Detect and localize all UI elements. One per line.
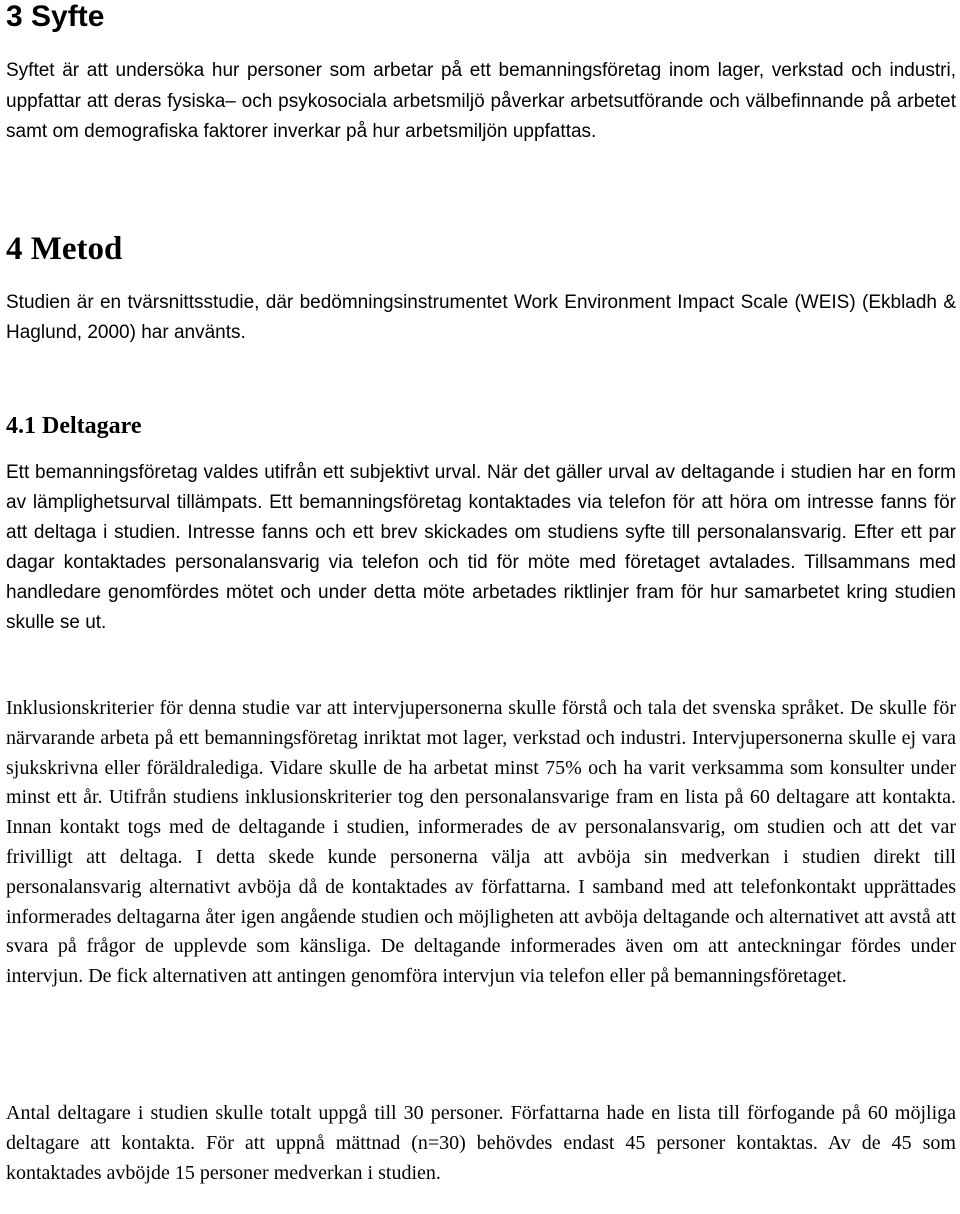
paragraph-metod: Studien är en tvärsnittsstudie, där bedömningsinstrumentet Work Environment Impact Scale (WEIS) (Ekbladh & Haglund, 2000) har använts. bbox=[6, 292, 956, 343]
heading-metod: 4 Metod bbox=[6, 231, 123, 267]
paragraph-deltagare-2: Inklusionskriterier för denna studie var att intervjupersonerna skulle förstå och tala det svenska språket. De skulle för närvarande arbeta på ett bemanningsföretag inriktat mot lager, verkstad och industri. Intervjupersonerna skulle ej vara sjukskrivna eller föräldralediga. Vidare skulle de ha arbetat minst 75% och ha varit verksamma som konsulter under minst ett år. Utifrån studiens inklusionskriterier tog den personalansvarige fram en lista på 60 deltagare att kontakta. Innan kontakt togs med de deltagande i studien, informerades de av personalansvarig, om studien och att det var frivilligt att deltaga. I detta skede kunde personerna välja att avböja sin medverkan i studien direkt till personalansvarig alternativt avböja då de kontaktades av författarna. I samband med att telefonkontakt upprättades informerades deltagarna åter igen angående studien och möjligheten att avböja deltagande och alternativet att avstå att svara på frågor de upplevde som känsliga. De deltagande informerades även om att anteckningar fördes under intervjun. De fick alternativen att antingen genomföra intervjun via telefon eller på bemanningsföretaget. bbox=[6, 697, 956, 988]
paragraph-deltagare-3: Antal deltagare i studien skulle totalt uppgå till 30 personer. Författarna hade en lista till förfogande på 60 möjliga deltagare att kontakta. För att uppnå mättnad (n=30) behövdes endast 45 personer kontaktas. Av de 45 som kontaktades avböjde 15 personer medverkan i studien. bbox=[6, 1102, 956, 1184]
heading-deltagare: 4.1 Deltagare bbox=[6, 413, 142, 439]
heading-syfte: 3 Syfte bbox=[6, 0, 105, 33]
paragraph-syfte: Syftet är att undersöka hur personer som arbetar på ett bemanningsföretag inom lager, verkstad och industri, uppfattar att deras fysiska– och psykosociala arbetsmiljö påverkar arbetsutförande och välbefinnande på arbetet samt om demografiska faktorer inverkar på hur arbetsmiljön uppfattas. bbox=[6, 60, 956, 143]
paragraph-deltagare-1: Ett bemanningsföretag valdes utifrån ett subjektivt urval. När det gäller urval av deltagande i studien har en form av lämplighetsurval tillämpats. Ett bemanningsföretag kontaktades via telefon för att höra om intresse fanns för att deltaga i studien. Intresse fanns och ett brev skickades om studiens syfte till personalansvarig. Efter ett par dagar kontaktades personalansvarig via telefon och tid för möte med företaget avtalades. Tillsammans med handledare genomfördes mötet och under detta möte arbetades riktlinjer fram för hur samarbetet kring studien skulle se ut. bbox=[6, 462, 956, 633]
